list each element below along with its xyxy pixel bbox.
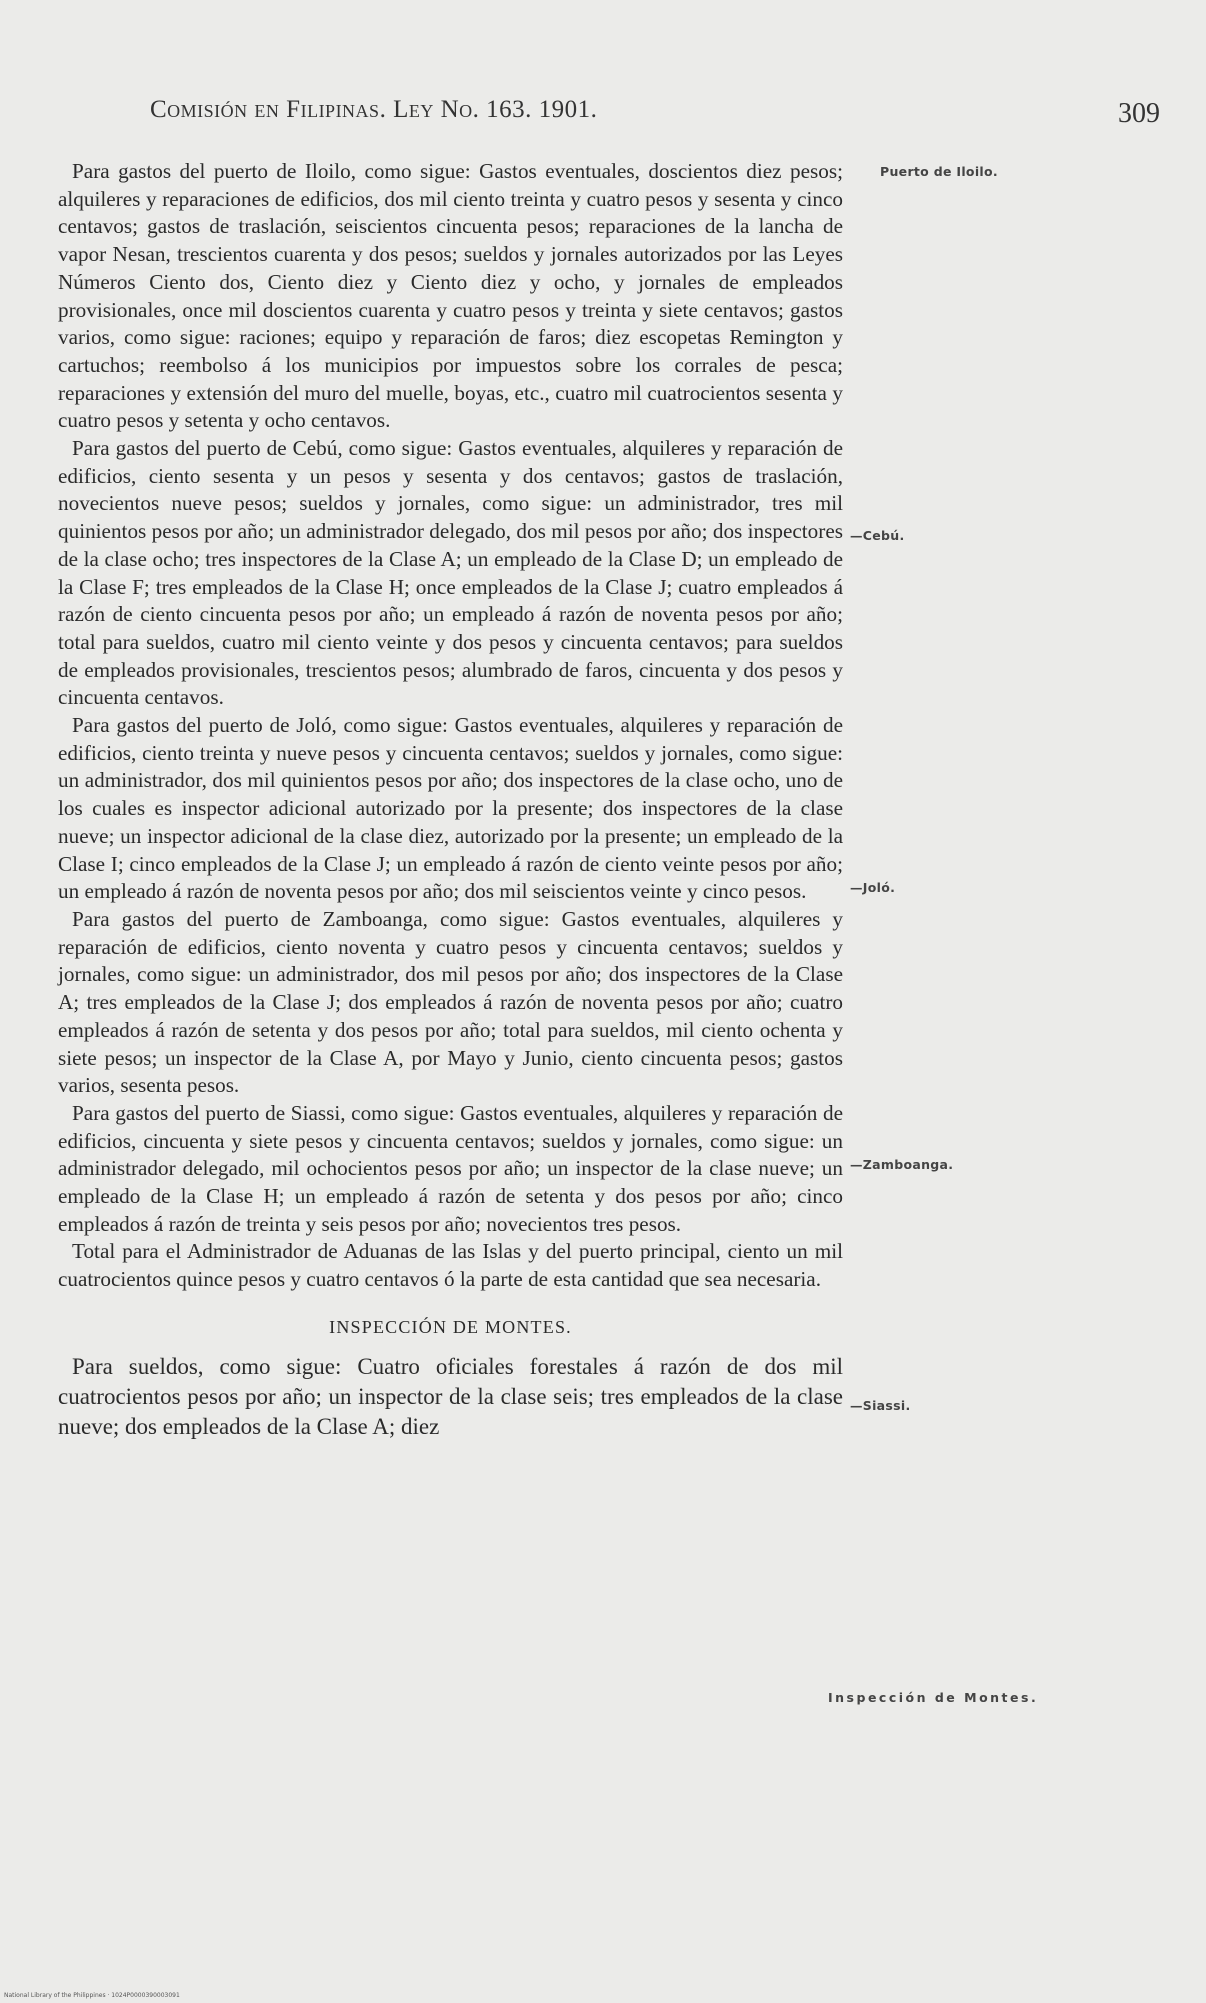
paragraph-jolo: Para gastos del puerto de Joló, como sigue: Gastos eventuales, alquileres y reparación de edificios, ciento treinta y nueve pesos y cincuenta centavos; sueldos y jornales, como sigue: un administrador, dos mil quinientos pesos por año; dos inspectores de la clase ocho, uno de los cuales es inspector adicional autorizado por la presente; dos inspectores de la clase nueve; un inspector adicional de la clase diez, autorizado por la presente; un empleado de la Clase I; cinco empleados de la Clase J; un empleado á razón de ciento veinte pesos por año; un empleado á razón de noventa pesos por año; dos mil seiscientos veinte y cinco pesos. [58, 713, 843, 904]
paragraph-iloilo: Para gastos del puerto de Iloilo, como sigue: Gastos eventuales, doscientos diez pesos; alquileres y reparaciones de edificios, dos mil ciento treinta y cuatro pesos y sesenta y cinco centavos; gastos de traslación, seiscientos cincuenta pesos; reparaciones de la lancha de vapor Nesan, trescientos cuarenta y dos pesos; sueldos y jornales autorizados por las Leyes Números Ciento dos, Ciento diez y Ciento diez y ocho, y jornales de empleados provisionales, once mil doscientos cuarenta y cuatro pesos y treinta y siete centavos; gastos varios, como sigue: raciones; equipo y reparación de faros; diez escopetas Remington y cartuchos; reembolso á los municipios por impuestos sobre los corrales de pesca; reparaciones y extensión del muro del muelle, boyas, etc., cuatro mil cuatrocientos sesenta y cuatro pesos y setenta y ocho centavos. [58, 159, 843, 433]
paragraph-cebu: Para gastos del puerto de Cebú, como sigue: Gastos eventuales, alquileres y reparación de edificios, ciento sesenta y un pesos y sesenta y dos centavos; gastos de traslación, novecientos nueve pesos; sueldos y jornales, como sigue: un administrador, tres mil quinientos pesos por año; un administrador delegado, dos mil pesos por año; dos inspectores de la clase ocho; tres inspectores de la Clase A; un empleado de la Clase D; un empleado de la Clase F; tres empleados de la Clase H; once empleados de la Clase J; cuatro empleados á razón de ciento cincuenta pesos por año; un empleado á razón de noventa pesos por año; total para sueldos, cuatro mil ciento veinte y dos pesos y cincuenta centavos; para sueldos de empleados provisionales, trescientos pesos; alumbrado de faros, cincuenta y dos pesos y cincuenta centavos. [58, 436, 843, 710]
paragraph-total: Total para el Administrador de Aduanas de las Islas y del puerto principal, ciento un mil cuatrocientos quince pesos y cuatro centavos ó la parte de esta cantidad que sea necesaria. [58, 1239, 843, 1292]
running-title: Comisión en Filipinas. Ley No. 163. 1901. [150, 96, 598, 123]
margin-note-montes: Inspección de Montes. [828, 1690, 1039, 1705]
section-title: INSPECCIÓN DE MONTES. [329, 1316, 572, 1337]
margin-note-cebu: —Cebú. [850, 528, 905, 543]
margin-note-zamboanga: —Zamboanga. [850, 1157, 954, 1172]
paragraph-montes: Para sueldos, como sigue: Cuatro oficiales forestales á razón de dos mil cuatrocientos pesos por año; un inspector de la clase seis; tres empleados de la clase nueve; dos empleados de la Clase A; diez [58, 1353, 843, 1439]
paragraph-zamboanga: Para gastos del puerto de Zamboanga, como sigue: Gastos eventuales, alquileres y reparación de edificios, ciento noventa y cuatro pesos y cincuenta centavos; sueldos y jornales, como sigue: un administrador, dos mil pesos por año; dos inspectores de la Clase A; tres empleados de la Clase J; dos empleados á razón de noventa pesos por año; cuatro empleados á razón de setenta y dos pesos por año; total para sueldos, mil ciento ochenta y siete pesos; un inspector de la Clase A, por Mayo y Junio, ciento cincuenta pesos; gastos varios, sesenta pesos. [58, 906, 843, 1098]
margin-note-jolo: —Joló. [850, 880, 896, 895]
footer-credit: National Library of the Philippines · 1024P0000390003091 [4, 1992, 180, 1999]
margin-note-iloilo: Puerto de Iloilo. [880, 164, 998, 179]
margin-note-siassi: —Siassi. [850, 1398, 911, 1413]
document-body [58, 158, 843, 1442]
paragraph-siassi: Para gastos del puerto de Siassi, como sigue: Gastos eventuales, alquileres y reparación de edificios, cincuenta y siete pesos y cincuenta centavos; sueldos y jornales, como sigue: un administrador delegado, mil ochocientos pesos por año; un inspector de la clase nueve; un empleado de la Clase H; un empleado á razón de setenta y dos pesos por año; cinco empleados á razón de treinta y seis pesos por año; novecientos tres pesos. [58, 1100, 843, 1236]
page-number: 309 [1118, 98, 1160, 129]
